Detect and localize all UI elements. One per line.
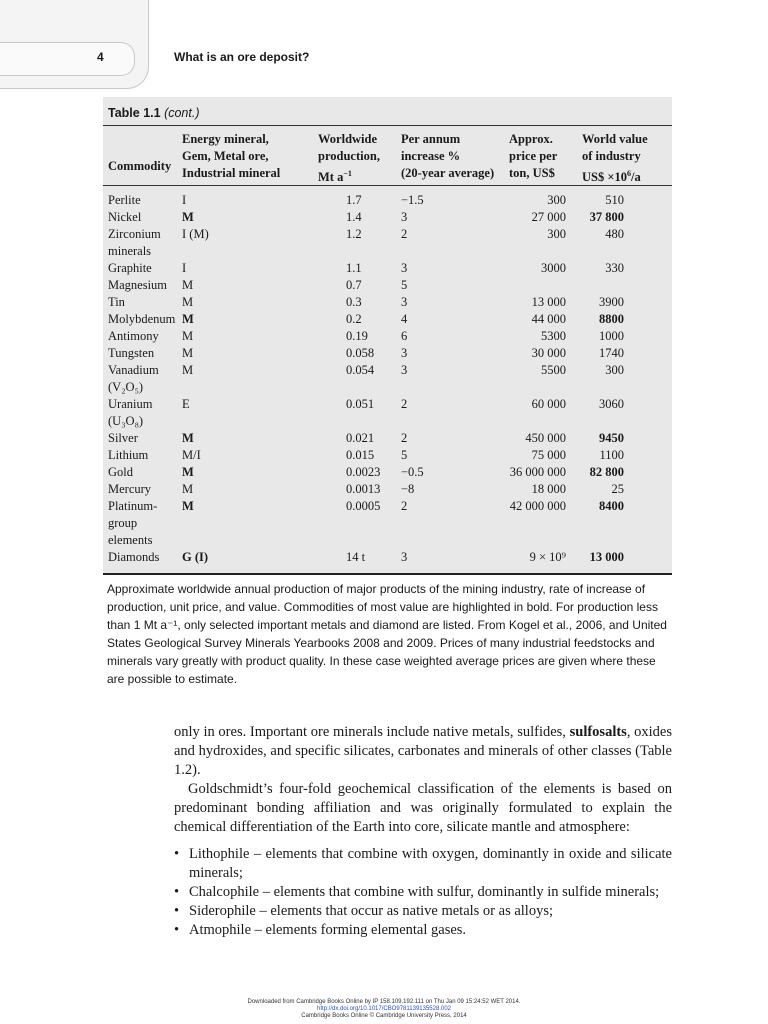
cell-type: M xyxy=(182,329,194,343)
cell-increase: 2 xyxy=(401,397,408,411)
cell-price: 18 000 xyxy=(531,482,566,496)
cell-production: 0.0023 xyxy=(346,465,381,479)
cell-type: M xyxy=(182,346,194,360)
column-header-production xyxy=(318,131,380,186)
cell-price: 44 000 xyxy=(531,312,566,326)
value-header-sup: 6 xyxy=(626,169,631,178)
cell-commodity: Vanadium (V₂O₅) xyxy=(108,363,159,394)
column-header-commodity: Commodity xyxy=(108,159,172,173)
cell-production: 0.0013 xyxy=(346,482,381,496)
cell-increase: 5 xyxy=(401,278,408,292)
footer-copyright: Cambridge Books Online © Cambridge University Press, 2014 xyxy=(301,1013,467,1019)
cell-value: 1100 xyxy=(599,448,624,462)
cell-value: 300 xyxy=(605,363,624,377)
data-table xyxy=(103,97,672,575)
cell-value: 8800 xyxy=(599,312,624,326)
table-label: Table 1.1 xyxy=(108,106,161,120)
cell-commodity: Platinum- group elements xyxy=(108,499,158,547)
cell-price: 27 000 xyxy=(531,210,566,224)
cell-type: M xyxy=(182,312,194,326)
cell-increase: 3 xyxy=(401,550,408,564)
production-header-text: Worldwide production, Mt a xyxy=(318,132,380,185)
cell-production: 14 t xyxy=(346,550,366,564)
cell-value: 82 800 xyxy=(589,465,624,479)
body-paragraph-1 xyxy=(174,723,672,780)
body-text xyxy=(174,723,672,940)
cell-type: M xyxy=(182,363,194,377)
cell-production: 0.7 xyxy=(346,278,362,292)
cell-commodity: Nickel xyxy=(108,210,142,224)
cell-type: M xyxy=(182,465,194,479)
value-header-text: World value of industry US$ ×10 xyxy=(582,132,648,185)
bullet-list xyxy=(174,845,672,940)
cell-increase: 3 xyxy=(401,261,408,275)
cell-type: M/I xyxy=(182,448,201,462)
production-header-sup: −1 xyxy=(343,169,352,178)
cell-production: 0.051 xyxy=(346,397,375,411)
cell-increase: 2 xyxy=(401,499,408,513)
cell-production: 1.4 xyxy=(346,210,362,224)
cell-commodity: Zirconium minerals xyxy=(108,227,161,258)
cell-production: 0.19 xyxy=(346,329,368,343)
cell-price: 42 000 000 xyxy=(509,499,566,513)
cell-price: 300 xyxy=(547,193,566,207)
cell-increase: 6 xyxy=(401,329,408,343)
cell-type: M xyxy=(182,499,194,513)
paragraph-text: , oxides and hydroxides, and specific silicates, carbonates and minerals of other classes (Table 1.2). xyxy=(174,724,672,778)
cell-increase: −8 xyxy=(401,482,415,496)
cell-type: I (M) xyxy=(182,227,209,241)
cell-price: 5300 xyxy=(541,329,566,343)
cell-price: 3000 xyxy=(541,261,566,275)
page-number: 4 xyxy=(97,50,104,64)
cell-type: I xyxy=(182,261,187,275)
cell-type: M xyxy=(182,431,194,445)
cell-price: 36 000 000 xyxy=(509,465,566,479)
table-caption: Approximate worldwide annual production of major products of the mining industry, rate of increase of production, unit price, and value. Commodities of most value are highlighted in bold. For production less than 1 Mt a⁻¹, only selected important metals and diamond are listed. From Kogel et al., 2006, and United States Geological Survey Minerals Yearbooks 2008 and 2009. Prices of many industrial feedstocks and minerals vary greatly with product quality. In these case weighted average prices are given where these are possible to estimate. xyxy=(107,582,667,686)
cell-value: 1000 xyxy=(599,329,624,343)
cell-value: 9450 xyxy=(599,431,624,445)
cell-commodity: Mercury xyxy=(108,482,152,496)
cell-increase: −0.5 xyxy=(401,465,424,479)
cell-increase: 5 xyxy=(401,448,408,462)
cell-value: 3060 xyxy=(599,397,624,411)
cell-increase: 2 xyxy=(401,431,408,445)
column-header-increase: Per annum increase % (20-year average) xyxy=(401,132,495,180)
cell-price: 75 000 xyxy=(531,448,566,462)
cell-value: 510 xyxy=(605,193,624,207)
cell-type: M xyxy=(182,278,194,292)
cell-value: 1740 xyxy=(599,346,624,360)
footer-download-note: Downloaded from Cambridge Books Online by IP 158.109.192.111 on Thu Jan 09 15:24:52 WET 2014. xyxy=(247,999,521,1005)
bullet-item: • Lithophile – elements that combine with oxygen, dominantly in oxide and silicate minerals; xyxy=(174,845,672,883)
cell-increase: 3 xyxy=(401,346,408,360)
table-bottom-rule xyxy=(103,573,672,575)
cell-value: 8400 xyxy=(599,499,624,513)
cell-commodity: Graphite xyxy=(108,261,152,275)
cell-price: 13 000 xyxy=(531,295,566,309)
cell-price: 300 xyxy=(547,227,566,241)
cell-price: 5500 xyxy=(541,363,566,377)
cell-increase: 4 xyxy=(401,312,408,326)
column-header-type: Energy mineral, Gem, Metal ore, Industrial mineral xyxy=(182,132,281,180)
cell-commodity: Perlite xyxy=(108,193,141,207)
cell-commodity: Tungsten xyxy=(108,346,155,360)
cell-production: 1.7 xyxy=(346,193,362,207)
cell-commodity: Diamonds xyxy=(108,550,160,564)
paragraph-text: only in ores. Important ore minerals include native metals, sulfides, xyxy=(174,724,570,740)
cell-commodity: Tin xyxy=(108,295,125,309)
cell-production: 0.2 xyxy=(346,312,362,326)
cell-commodity: Lithium xyxy=(108,448,149,462)
cell-commodity: Gold xyxy=(108,465,133,479)
cell-price: 9 × 10⁹ xyxy=(529,550,566,564)
cell-price: 60 000 xyxy=(531,397,566,411)
cell-type: M xyxy=(182,210,194,224)
body-paragraph-2: Goldschmidt’s four-fold geochemical classification of the elements is based on predominant bonding affiliation and was originally formulated to explain the chemical differentiation of the Earth into core, silicate mantle and atmosphere: xyxy=(174,781,672,835)
cell-value: 330 xyxy=(605,261,624,275)
cell-value: 3900 xyxy=(599,295,624,309)
cell-commodity: Molybdenum xyxy=(108,312,176,326)
cell-production: 0.3 xyxy=(346,295,362,309)
cell-type: M xyxy=(182,295,194,309)
cell-type: G (I) xyxy=(182,550,209,564)
cell-value: 37 800 xyxy=(589,210,624,224)
cell-increase: 2 xyxy=(401,227,408,241)
cell-production: 0.021 xyxy=(346,431,375,445)
cell-production: 1.2 xyxy=(346,227,362,241)
cell-type: M xyxy=(182,482,194,496)
cell-commodity: Silver xyxy=(108,431,138,445)
table-label-suffix: (cont.) xyxy=(164,106,200,120)
cell-increase: 3 xyxy=(401,210,408,224)
column-header-value xyxy=(582,131,648,186)
cell-production: 1.1 xyxy=(346,261,362,275)
cell-production: 0.015 xyxy=(346,448,375,462)
bullet-item: • Chalcophile – elements that combine with sulfur, dominantly in sulfide minerals; xyxy=(174,883,672,902)
cell-type: E xyxy=(182,397,190,411)
table-title xyxy=(108,106,200,120)
bold-term: sulfosalts xyxy=(569,724,627,740)
cell-value: 25 xyxy=(611,482,624,496)
cell-price: 30 000 xyxy=(531,346,566,360)
cell-production: 0.0005 xyxy=(346,499,381,513)
column-header-price: Approx. price per ton, US$ xyxy=(509,132,558,180)
footer-doi-link[interactable]: http://dx.doi.org/10.1017/CBO9781139135528.002 xyxy=(317,1006,451,1012)
cell-value: 13 000 xyxy=(589,550,624,564)
running-title: What is an ore deposit? xyxy=(174,50,310,64)
table-top-rule xyxy=(103,125,672,126)
value-header-suffix: /a xyxy=(630,170,641,185)
cell-increase: −1.5 xyxy=(401,193,424,207)
cell-increase: 3 xyxy=(401,295,408,309)
page-header-band xyxy=(0,42,135,76)
cell-commodity: Antimony xyxy=(108,329,159,343)
cell-type: I xyxy=(182,193,187,207)
bullet-item: • Atmophile – elements forming elemental gases. xyxy=(174,921,672,940)
cell-commodity: Uranium (U₃O₈) xyxy=(108,397,153,428)
cell-increase: 3 xyxy=(401,363,408,377)
cell-production: 0.058 xyxy=(346,346,375,360)
cell-price: 450 000 xyxy=(525,431,566,445)
cell-commodity: Magnesium xyxy=(108,278,168,292)
table-header-rule xyxy=(103,185,672,186)
bullet-item: • Siderophile – elements that occur as native metals or as alloys; xyxy=(174,902,672,921)
cell-production: 0.054 xyxy=(346,363,375,377)
cell-value: 480 xyxy=(605,227,624,241)
